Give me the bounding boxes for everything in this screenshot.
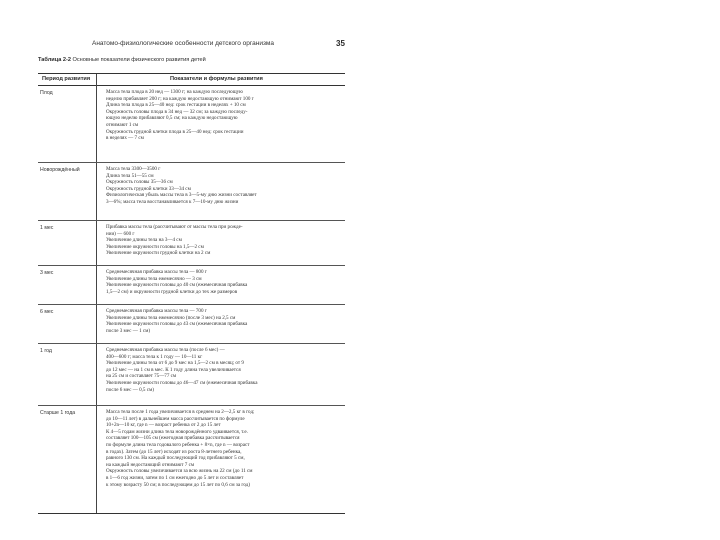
row-period: 1 год bbox=[40, 348, 52, 354]
indicator-line: после 3 мес — 1 см) bbox=[106, 327, 151, 334]
row-period: 6 мес bbox=[40, 309, 54, 315]
indicator-line: Окружность головы увеличивается за всю жизнь на 22 см (до 11 см bbox=[106, 468, 253, 475]
row-period: 3 мес bbox=[40, 270, 54, 276]
indicator-line: Среднемесячная прибавка массы тела — 700 г bbox=[106, 308, 207, 314]
row-indicators bbox=[106, 308, 338, 334]
indicator-line: Масса тела 3300—3500 г bbox=[106, 166, 161, 172]
table-number: Таблица 2-2 bbox=[38, 57, 71, 63]
indicator-line: до 10—11 лет) в дальнейшем масса рассчитывается по формуле bbox=[106, 415, 245, 422]
page-number: 35 bbox=[336, 39, 345, 48]
row-indicators bbox=[106, 166, 338, 206]
indicator-line: Масса тела плода в 20 нед — 1300 г; на каждую последующую bbox=[106, 89, 243, 95]
table-top-rule bbox=[38, 73, 345, 74]
table-bottom-rule bbox=[38, 513, 345, 514]
indicator-line: Увеличение длины тела ежемесячно (после 3 мес) на 2,5 см bbox=[106, 314, 236, 321]
row-indicators bbox=[106, 269, 338, 295]
indicator-line: Длина тела плода в 25—40 нед: срок гестации в неделях + 10 см bbox=[106, 102, 246, 109]
row-period: Старше 1 года bbox=[40, 410, 76, 416]
indicator-line: Увеличение окружности головы до 43 см (ежемесячная прибавка bbox=[106, 321, 248, 328]
indicator-line: отнимают 1 см bbox=[106, 121, 139, 128]
indicator-line: Среднемесячная прибавка массы тела (после 6 мес) — bbox=[106, 347, 225, 353]
indicator-line: 1,5—2 см) и окружности грудной клетки до тех же размеров bbox=[106, 288, 238, 295]
indicator-line: 400—600 г; масса тела к 1 году — 10—11 кг bbox=[106, 353, 203, 360]
row-rule bbox=[38, 265, 345, 266]
indicator-line: Увеличение длины тела на 3—4 см bbox=[106, 237, 182, 244]
row-indicators bbox=[106, 409, 338, 488]
indicator-line: в неделях — 7 см bbox=[106, 135, 144, 142]
running-head: Анатомо-физиологические особенности детского организма bbox=[92, 40, 275, 47]
row-rule bbox=[38, 220, 345, 221]
indicator-line: равного 130 см. На каждый последующий год прибавляют 5 см, bbox=[106, 455, 245, 462]
indicator-line: Длина тела 51—55 см bbox=[106, 172, 154, 179]
header-period: Период развития bbox=[42, 76, 91, 82]
indicator-line: Увеличение окружности головы на 1,5—2 см bbox=[106, 243, 204, 250]
indicator-line: Масса тела после 1 года увеличивается в среднем на 2—2,5 кг в год; bbox=[106, 409, 255, 415]
indicator-line: Увеличение окружности головы до 46—47 см (ежемесячная прибавка bbox=[106, 379, 258, 386]
row-rule bbox=[38, 304, 345, 305]
indicator-line: неделю прибавляет 200 г; на каждую недостающую отнимают 100 г bbox=[106, 95, 254, 102]
indicator-line: Увеличение длины тела ежемесячно — 3 см bbox=[106, 275, 202, 282]
row-indicators bbox=[106, 224, 338, 257]
indicator-line: Среднемесячная прибавка массы тела — 800 г bbox=[106, 269, 207, 275]
indicator-line: К 4—5 годам жизни длина тела новорождённого удваивается, т.е. bbox=[106, 428, 248, 435]
indicator-line: к этому возрасту 50 см; в последующем до 15 лет по 0,6 см за год) bbox=[106, 481, 251, 488]
indicator-line: на 25 см и составляет 75—77 см bbox=[106, 373, 177, 380]
indicator-line: 3—6%; масса тела восстанавливается к 7—10-му дню жизни bbox=[106, 198, 239, 205]
row-period: Плод bbox=[40, 90, 53, 96]
indicator-line: на каждый недостающий отнимают 7 см bbox=[106, 461, 195, 468]
table-caption bbox=[38, 57, 358, 63]
indicator-line: Окружность головы 35—36 см bbox=[106, 179, 173, 186]
indicator-line: составляет 100—105 см (ежегодная прибавка рассчитывается bbox=[106, 435, 240, 442]
column-divider bbox=[96, 74, 97, 513]
indicator-line: по формуле длина тела годовалого ребенка + 8×n, где n — возраст bbox=[106, 441, 250, 448]
indicator-line: Увеличение длины тела от 6 до 9 мес на 1,5—2 см в месяц; от 9 bbox=[106, 360, 244, 367]
row-rule bbox=[38, 162, 345, 163]
indicator-line: ющую неделю прибавляют 0,5 см; на каждую недостающую bbox=[106, 115, 238, 122]
row-indicators bbox=[106, 347, 338, 393]
header-rule bbox=[38, 85, 345, 86]
indicator-line: нии) — 600 г bbox=[106, 230, 135, 237]
row-period: 1 мес bbox=[40, 225, 54, 231]
row-rule bbox=[38, 405, 345, 406]
row-indicators bbox=[106, 89, 338, 142]
indicator-line: в 1—6 год жизни, затем по 1 см ежегодно до 5 лет и составляет bbox=[106, 474, 244, 481]
row-rule bbox=[38, 343, 345, 344]
header-indicators: Показатели и формулы развития bbox=[170, 76, 263, 82]
row-period: Новорождённый bbox=[40, 167, 80, 173]
indicator-line: 10+2n—10 кг, где n — возраст ребенка от 2 до 15 лет bbox=[106, 422, 221, 429]
indicator-line: Окружность головы плода в 34 нед — 32 см; за каждую последу- bbox=[106, 108, 248, 115]
indicator-line: Прибавка массы тела (рассчитывают от массы тела при рожде- bbox=[106, 224, 243, 230]
indicator-line: в годах). Затем (до 15 лет) исходят из роста 8-летнего ребенка, bbox=[106, 448, 242, 455]
indicator-line: Увеличение окружности головы до 40 см (ежемесячная прибавка bbox=[106, 282, 248, 289]
indicator-line: до 12 мес — на 1 см в мес. К 1 году длина тела увеличивается bbox=[106, 366, 241, 373]
indicator-line: Окружность грудной клетки 33—34 см bbox=[106, 185, 191, 192]
indicator-line: Физиологическая убыль массы тела в 3—5-му дню жизни составляет bbox=[106, 192, 257, 199]
indicator-line: Увеличение окружности грудной клетки на 2 см bbox=[106, 250, 211, 257]
indicator-line: Окружность грудной клетки плода в 25—40 нед: срок гестации bbox=[106, 128, 244, 135]
table-title: Основные показатели физического развития детей bbox=[72, 57, 206, 63]
indicator-line: после 6 мес — 0,5 см) bbox=[106, 386, 154, 393]
